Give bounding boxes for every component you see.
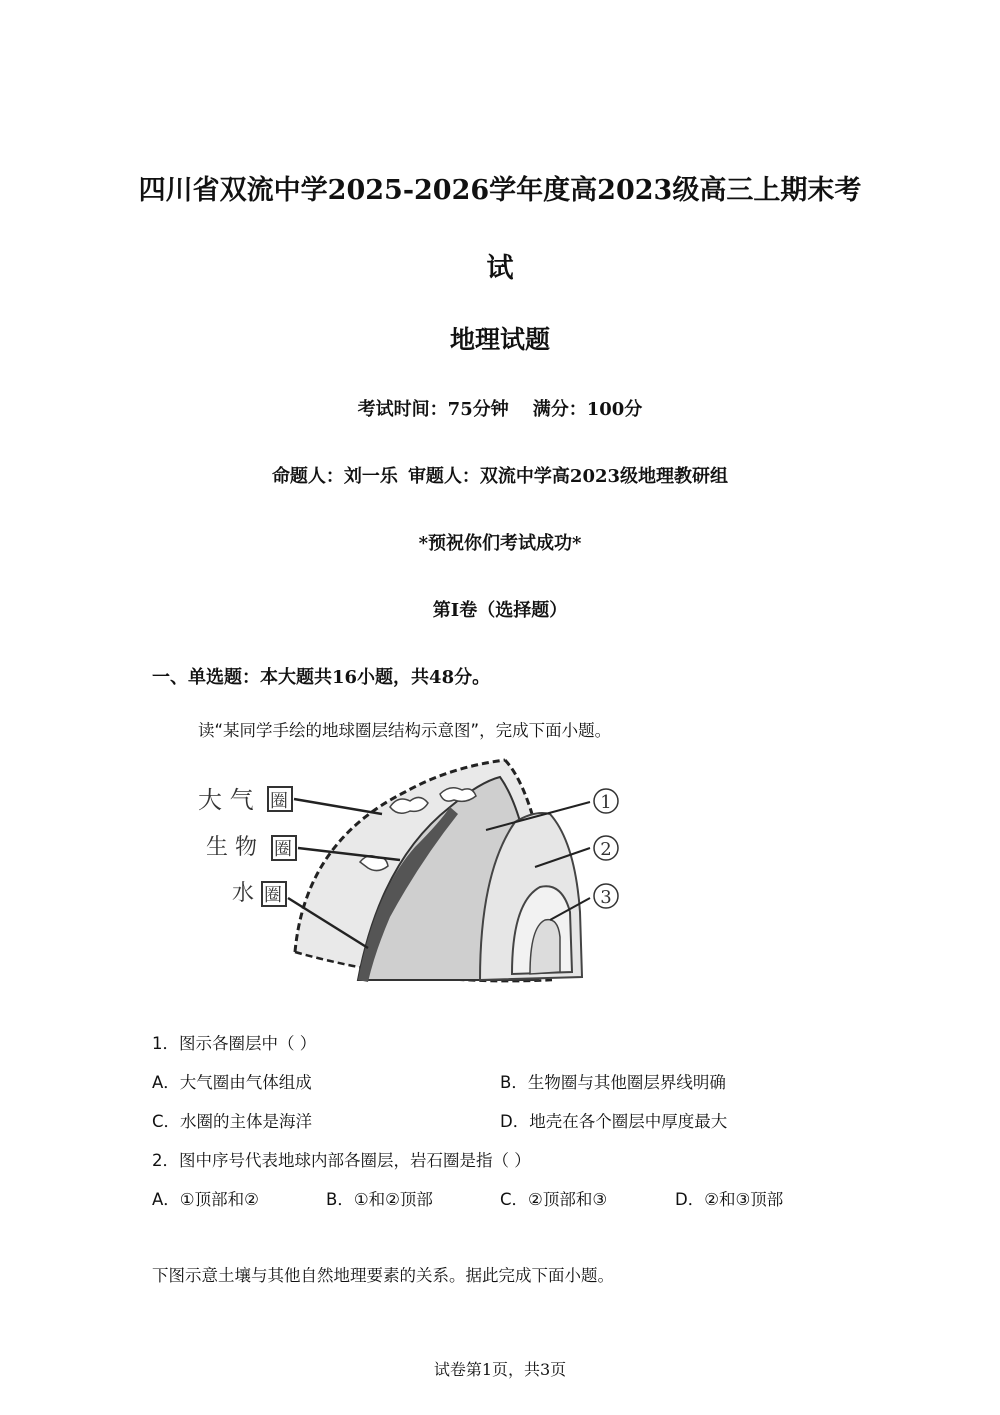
q1-option-c: C．水圈的主体是海洋 [152, 1112, 313, 1131]
question-2-stem: 2．图中序号代表地球内部各圈层，岩石圈是指（ ） [152, 1151, 531, 1170]
exam-title-line1: 四川省双流中学2025-2026学年度高2023级高三上期末考 [138, 175, 862, 206]
q1-option-b: B．生物圈与其他圈层界线明确 [500, 1073, 726, 1092]
figure-intro: 读“某同学手绘的地球圈层结构示意图”，完成下面小题。 [198, 721, 612, 740]
q1-option-a: A．大气圈由气体组成 [152, 1073, 312, 1092]
exam-meta [0, 395, 1000, 421]
svg-text:圈: 圈 [264, 885, 282, 906]
svg-text:3: 3 [600, 887, 612, 908]
label-atmosphere: 大 气 [198, 786, 254, 814]
svg-text:2: 2 [600, 839, 612, 860]
author: 命题人：刘一乐 [271, 466, 398, 487]
q2-option-b: B．①和②顶部 [326, 1190, 433, 1209]
q2-option-d: D．②和③顶部 [675, 1190, 784, 1209]
earth-sphere-figure [190, 752, 630, 992]
section-heading: 一、单选题：本大题共16小题，共48分。 [152, 667, 491, 688]
subject-title: 地理试题 [449, 325, 550, 354]
next-figure-intro: 下图示意土壤与其他自然地理要素的关系。据此完成下面小题。 [152, 1266, 614, 1285]
question-1-stem: 1．图示各圈层中（ ） [152, 1034, 317, 1053]
label-hydrosphere: 水 [232, 881, 255, 906]
exam-authors [0, 462, 1000, 488]
svg-text:圈: 圈 [270, 791, 288, 812]
volume-title: 第I卷（选择题） [432, 600, 568, 621]
exam-time: 考试时间：75分钟 [357, 399, 509, 420]
q1-option-d: D．地壳在各个圈层中厚度最大 [500, 1112, 728, 1131]
q2-option-a: A．①顶部和② [152, 1190, 259, 1209]
svg-text:1: 1 [600, 792, 612, 813]
svg-text:圈: 圈 [274, 839, 292, 860]
exam-wish: *预祝你们考试成功* [418, 533, 582, 554]
q2-option-c: C．②顶部和③ [500, 1190, 608, 1209]
full-score: 满分：100分 [532, 399, 643, 420]
exam-title-line2: 试 [486, 253, 514, 284]
page-footer: 试卷第1页，共3页 [433, 1360, 567, 1379]
reviewer: 审题人：双流中学高2023级地理教研组 [407, 466, 729, 487]
label-biosphere: 生 物 [206, 835, 257, 860]
